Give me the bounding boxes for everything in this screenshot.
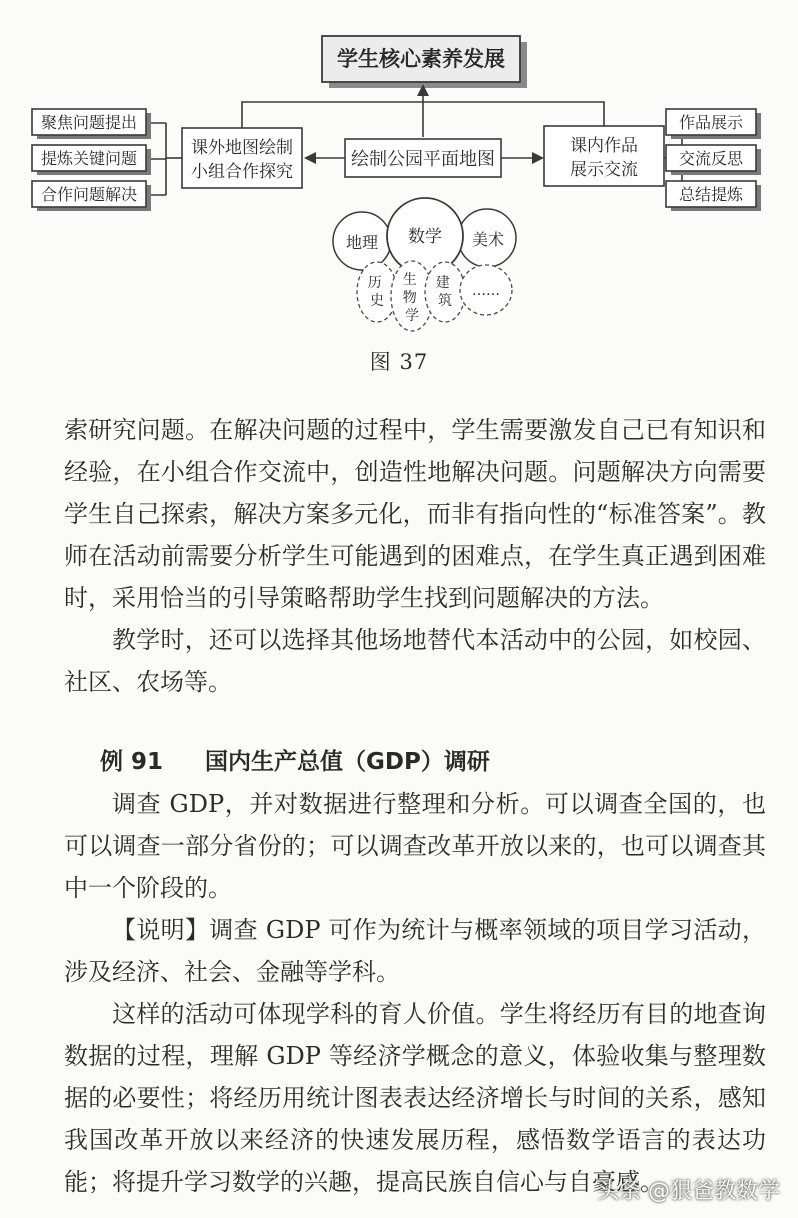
figure-caption: 图 37 — [369, 350, 429, 374]
subject-history-char-2: 史 — [370, 293, 384, 309]
subject-math: 数学 — [408, 227, 442, 247]
paragraph-3: 调查 GDP，并对数据进行整理和分析。可以调查全国的，也可以调查一部分省份的；可以调查改革开放以来的，也可以调查其中一个阶段的。 — [64, 790, 766, 902]
right-item-3-label: 总结提炼 — [678, 185, 744, 204]
right-item-1-label: 作品展示 — [678, 113, 744, 132]
subject-art: 美术 — [471, 230, 505, 249]
example-heading — [64, 741, 766, 783]
left-group-line-2: 小组合作探究 — [191, 162, 293, 182]
watermark: 头条 @狠爸教数学 — [597, 1179, 780, 1204]
body-text — [64, 409, 766, 1203]
subject-history-char-1: 历 — [367, 275, 382, 291]
left-item-2-label: 提炼关键问题 — [40, 149, 138, 168]
concept-diagram — [0, 0, 798, 340]
subject-geography: 地理 — [345, 233, 379, 252]
paragraph-2: 教学时，还可以选择其他场地替代本活动中的公园，如校园、社区、农场等。 — [64, 626, 766, 696]
center-box-label: 绘制公园平面地图 — [351, 149, 495, 170]
subject-biology-char-3: 学 — [405, 308, 419, 324]
left-item-3-label: 合作问题解决 — [40, 185, 138, 204]
subject-biology-char-1: 生 — [402, 272, 417, 288]
paragraph-5: 这样的活动可体现学科的育人价值。学生将经历有目的地查询数据的过程，理解 GDP 等经济学概念的意义，体验收集与整理数据的必要性；将经历用统计图表表达经济增长与时间的关系，感知我国改革开放以来经济的快速发展历程，感悟数学语言的表达功能；将提升学习数学的兴趣，提高民族自信心与自豪感。 — [64, 1000, 766, 1196]
right-group-line-2: 展示交流 — [570, 160, 638, 180]
right-group-line-1: 课内作品 — [570, 136, 638, 156]
subject-architecture-char-1: 建 — [435, 275, 450, 291]
subject-biology-char-2: 物 — [402, 290, 417, 306]
subject-architecture-char-2: 筑 — [438, 293, 452, 309]
subject-biology — [403, 271, 421, 324]
arrow-to-right-group — [532, 152, 544, 164]
circle-architecture — [425, 262, 465, 322]
left-item-1-label: 聚焦问题提出 — [40, 113, 138, 132]
example-number: 例 91 — [100, 749, 164, 775]
example-title: 国内生产总值（GDP）调研 — [205, 749, 490, 775]
right-item-2-label: 交流反思 — [678, 149, 744, 168]
paragraph-4: 【说明】调查 GDP 可作为统计与概率领域的项目学习活动，涉及经济、社会、金融等学科。 — [64, 916, 766, 986]
top-box-label: 学生核心素养发展 — [337, 46, 505, 71]
left-group-line-1: 课外地图绘制 — [191, 138, 293, 158]
paragraph-1: 索研究问题。在解决问题的过程中，学生需要激发自己已有知识和经验，在小组合作交流中，创造性地解决问题。问题解决方向需要学生自己探索，解决方案多元化，而非有指向性的“标准答案”。教师在活动前需要分析学生可能遇到的困难点，在学生真正遇到困难时，采用恰当的引导策略帮助学生找到问题解决的方法。 — [64, 416, 766, 612]
diagram-canvas — [0, 0, 798, 340]
arrow-to-left-group — [304, 152, 316, 164]
subject-more: …… — [472, 283, 500, 299]
